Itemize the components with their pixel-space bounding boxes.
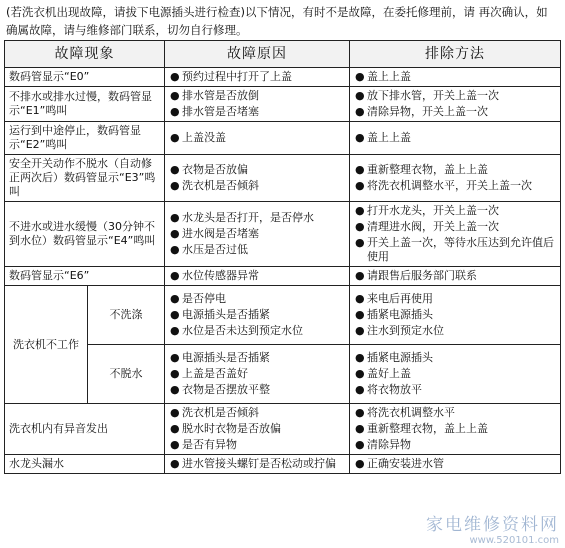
troubleshooting-table (4, 40, 561, 474)
list-item (169, 422, 345, 436)
solution-cell (350, 286, 561, 345)
solution-list (354, 89, 556, 119)
bullet-icon: ● (355, 204, 365, 217)
list-item-text: 注水到预定水位 (367, 324, 444, 337)
cause-list (169, 351, 345, 397)
list-item (354, 457, 556, 471)
list-item-text: 正确安装进水管 (367, 457, 444, 470)
list-item-text: 插紧电源插头 (367, 351, 433, 364)
cause-list (169, 211, 345, 257)
bullet-icon: ● (355, 383, 365, 396)
bullet-icon: ● (170, 211, 180, 224)
list-item (169, 438, 345, 452)
list-item (354, 324, 556, 338)
list-item (354, 351, 556, 365)
solution-list (354, 163, 556, 193)
bullet-icon: ● (170, 308, 180, 321)
bullet-icon: ● (355, 179, 365, 192)
cause-list (169, 131, 345, 145)
list-item (354, 179, 556, 193)
solution-list (354, 204, 556, 264)
bullet-icon: ● (170, 243, 180, 256)
bullet-icon: ● (170, 163, 180, 176)
solution-list (354, 406, 556, 452)
bullet-icon: ● (170, 367, 180, 380)
group-label: 洗衣机不工作 (5, 286, 88, 403)
list-item (169, 457, 345, 471)
bullet-icon: ● (170, 406, 180, 419)
cause-list (169, 89, 345, 119)
symptom-cell: 水龙头漏水 (5, 455, 165, 474)
cause-list (169, 269, 345, 283)
symptom-cell: 数码管显示“E0” (5, 68, 165, 87)
list-item-text: 电源插头是否插紧 (182, 308, 270, 321)
list-item (169, 383, 345, 397)
list-item-text: 清除异物 (367, 438, 411, 451)
list-item-text: 插紧电源插头 (367, 308, 433, 321)
bullet-icon: ● (355, 131, 365, 144)
cause-cell (165, 267, 350, 286)
solution-list (354, 457, 556, 471)
list-item-text: 重新整理衣物，盖上上盖 (367, 422, 488, 435)
watermark-url: www.520101.com (469, 535, 559, 546)
table-row (5, 267, 561, 286)
table-row (5, 286, 561, 345)
list-item-text: 洗衣机是否倾斜 (182, 179, 259, 192)
list-item (169, 292, 345, 306)
solution-list (354, 70, 556, 84)
cause-list (169, 292, 345, 338)
bullet-icon: ● (355, 105, 365, 118)
bullet-icon: ● (170, 131, 180, 144)
cause-cell (165, 286, 350, 345)
list-item (354, 70, 556, 84)
sub-symptom-label: 不脱水 (109, 367, 143, 380)
list-item-text: 盖上上盖 (367, 70, 411, 83)
bullet-icon: ● (170, 179, 180, 192)
bullet-icon: ● (170, 89, 180, 102)
solution-cell (350, 345, 561, 404)
symptom-cell: 洗衣机内有异音发出 (5, 404, 165, 455)
bullet-icon: ● (355, 438, 365, 451)
list-item-text: 将洗衣机调整水平，开关上盖一次 (367, 179, 532, 192)
list-item-text: 清除异物，开关上盖一次 (367, 105, 488, 118)
solution-cell (350, 122, 561, 155)
list-item-text: 请跟售后服务部门联系 (367, 269, 477, 282)
bullet-icon: ● (170, 383, 180, 396)
list-item (354, 422, 556, 436)
bullet-icon: ● (355, 220, 365, 233)
list-item (354, 89, 556, 103)
solution-cell (350, 68, 561, 87)
list-item (354, 308, 556, 322)
list-item (169, 89, 345, 103)
list-item-text: 洗衣机是否倾斜 (182, 406, 259, 419)
solution-cell (350, 202, 561, 267)
list-item-text: 是否有异物 (182, 438, 237, 451)
solution-cell (350, 267, 561, 286)
cause-cell (165, 455, 350, 474)
cause-cell (165, 345, 350, 404)
bullet-icon: ● (355, 422, 365, 435)
solution-list (354, 351, 556, 397)
list-item (169, 324, 345, 338)
solution-cell (350, 455, 561, 474)
list-item (354, 204, 556, 218)
list-item (354, 383, 556, 397)
list-item (169, 367, 345, 381)
watermark-site: 家电维修资料网 (426, 515, 559, 535)
list-item (169, 211, 345, 225)
list-item-text: 衣物是否放偏 (182, 163, 248, 176)
list-item-text: 清理进水阀，开关上盖一次 (367, 220, 499, 233)
bullet-icon: ● (170, 70, 180, 83)
bullet-icon: ● (355, 163, 365, 176)
bullet-icon: ● (355, 351, 365, 364)
list-item (169, 243, 345, 257)
bullet-icon: ● (170, 324, 180, 337)
bullet-icon: ● (170, 292, 180, 305)
list-item-text: 电源插头是否插紧 (182, 351, 270, 364)
list-item (169, 131, 345, 145)
table-row (5, 155, 561, 202)
list-item (169, 269, 345, 283)
list-item-text: 排水管是否堵塞 (182, 105, 259, 118)
bullet-icon: ● (355, 457, 365, 470)
cause-cell (165, 404, 350, 455)
list-item-text: 盖上上盖 (367, 131, 411, 144)
bullet-icon: ● (355, 89, 365, 102)
table-row (5, 68, 561, 87)
solution-list (354, 269, 556, 283)
solution-list (354, 131, 556, 145)
bullet-icon: ● (170, 105, 180, 118)
list-item-text: 上盖是否盖好 (182, 367, 248, 380)
list-item-text: 盖好上盖 (367, 367, 411, 380)
list-item (169, 163, 345, 177)
header-solution: 排除方法 (350, 41, 561, 68)
list-item (169, 351, 345, 365)
cause-list (169, 163, 345, 193)
list-item (169, 179, 345, 193)
table-header-row (5, 41, 561, 68)
list-item (354, 406, 556, 420)
bullet-icon: ● (355, 292, 365, 305)
list-item (169, 227, 345, 241)
symptom-cell: 安全开关动作不脱水（自动修正两次后）数码管显示“E3”鸣叫 (5, 155, 165, 202)
solution-list (354, 292, 556, 338)
solution-cell (350, 404, 561, 455)
symptom-group-table (5, 286, 164, 403)
cause-list (169, 457, 345, 471)
list-item-text: 将衣物放平 (367, 383, 422, 396)
bullet-icon: ● (355, 70, 365, 83)
intro-text: (若洗衣机出现故障，请拔下电源插头进行检查)以下情况，有时不是故障，在委托修理前，请 再次确认，如确属故障，请与维修部门联系，切勿自行修理。 (6, 5, 548, 37)
header-symptom: 故障现象 (5, 41, 165, 68)
list-item-text: 开关上盖一次，等待水压达到允许值后使用 (367, 236, 554, 263)
watermark (426, 510, 559, 546)
bullet-icon: ● (170, 351, 180, 364)
list-item-text: 预约过程中打开了上盖 (182, 70, 292, 83)
solution-cell (350, 87, 561, 122)
cause-cell (165, 87, 350, 122)
list-item-text: 水龙头是否打开，是否停水 (182, 211, 314, 224)
list-item (169, 406, 345, 420)
cause-cell (165, 155, 350, 202)
list-item-text: 是否停电 (182, 292, 226, 305)
table-row (5, 455, 561, 474)
list-item-text: 水位是否未达到预定水位 (182, 324, 303, 337)
header-cause: 故障原因 (165, 41, 350, 68)
cause-list (169, 70, 345, 84)
list-item-text: 水压是否过低 (182, 243, 248, 256)
cause-cell (165, 122, 350, 155)
symptom-cell: 不进水或进水缓慢（30分钟不到水位）数码管显示“E4”鸣叫 (5, 202, 165, 267)
symptom-cell: 运行到中途停止，数码管显示“E2”鸣叫 (5, 122, 165, 155)
list-item (354, 131, 556, 145)
list-item-text: 排水管是否放倒 (182, 89, 259, 102)
table-body (5, 68, 561, 474)
bullet-icon: ● (355, 406, 365, 419)
list-item-text: 重新整理衣物，盖上上盖 (367, 163, 488, 176)
list-item (354, 236, 556, 264)
list-item (354, 220, 556, 234)
list-item-text: 脱水时衣物是否放偏 (182, 422, 281, 435)
list-item (354, 367, 556, 381)
bullet-icon: ● (170, 227, 180, 240)
list-item (169, 70, 345, 84)
list-item (169, 308, 345, 322)
bullet-icon: ● (355, 324, 365, 337)
symptom-cell: 不排水或排水过慢，数码管显示“E1”鸣叫 (5, 87, 165, 122)
bullet-icon: ● (170, 422, 180, 435)
bullet-icon: ● (170, 438, 180, 451)
bullet-icon: ● (355, 308, 365, 321)
symptom-group-cell (5, 286, 165, 404)
list-item (354, 269, 556, 283)
bullet-icon: ● (355, 269, 365, 282)
list-item-text: 来电后再使用 (367, 292, 433, 305)
list-item-text: 进水管接头螺钉是否松动或拧偏 (182, 457, 336, 470)
bullet-icon: ● (170, 269, 180, 282)
cause-cell (165, 68, 350, 87)
list-item (354, 105, 556, 119)
sub-symptom-label: 不洗涤 (88, 286, 165, 345)
list-item-text: 放下排水管，开关上盖一次 (367, 89, 499, 102)
table-row (5, 87, 561, 122)
cause-list (169, 406, 345, 452)
table-row (5, 122, 561, 155)
list-item-text: 水位传感器异常 (182, 269, 259, 282)
list-item (169, 105, 345, 119)
solution-cell (350, 155, 561, 202)
bullet-icon: ● (170, 457, 180, 470)
list-item-text: 打开水龙头，开关上盖一次 (367, 204, 499, 217)
list-item (354, 438, 556, 452)
list-item (354, 163, 556, 177)
bullet-icon: ● (355, 367, 365, 380)
symptom-cell: 数码管显示“E6” (5, 267, 165, 286)
table-row (5, 202, 561, 267)
table-row (5, 404, 561, 455)
bullet-icon: ● (355, 236, 365, 249)
list-item-text: 上盖没盖 (182, 131, 226, 144)
list-item-text: 进水阀是否堵塞 (182, 227, 259, 240)
list-item-text: 衣物是否摆放平整 (182, 383, 270, 396)
list-item (354, 292, 556, 306)
list-item-text: 将洗衣机调整水平 (367, 406, 455, 419)
cause-cell (165, 202, 350, 267)
